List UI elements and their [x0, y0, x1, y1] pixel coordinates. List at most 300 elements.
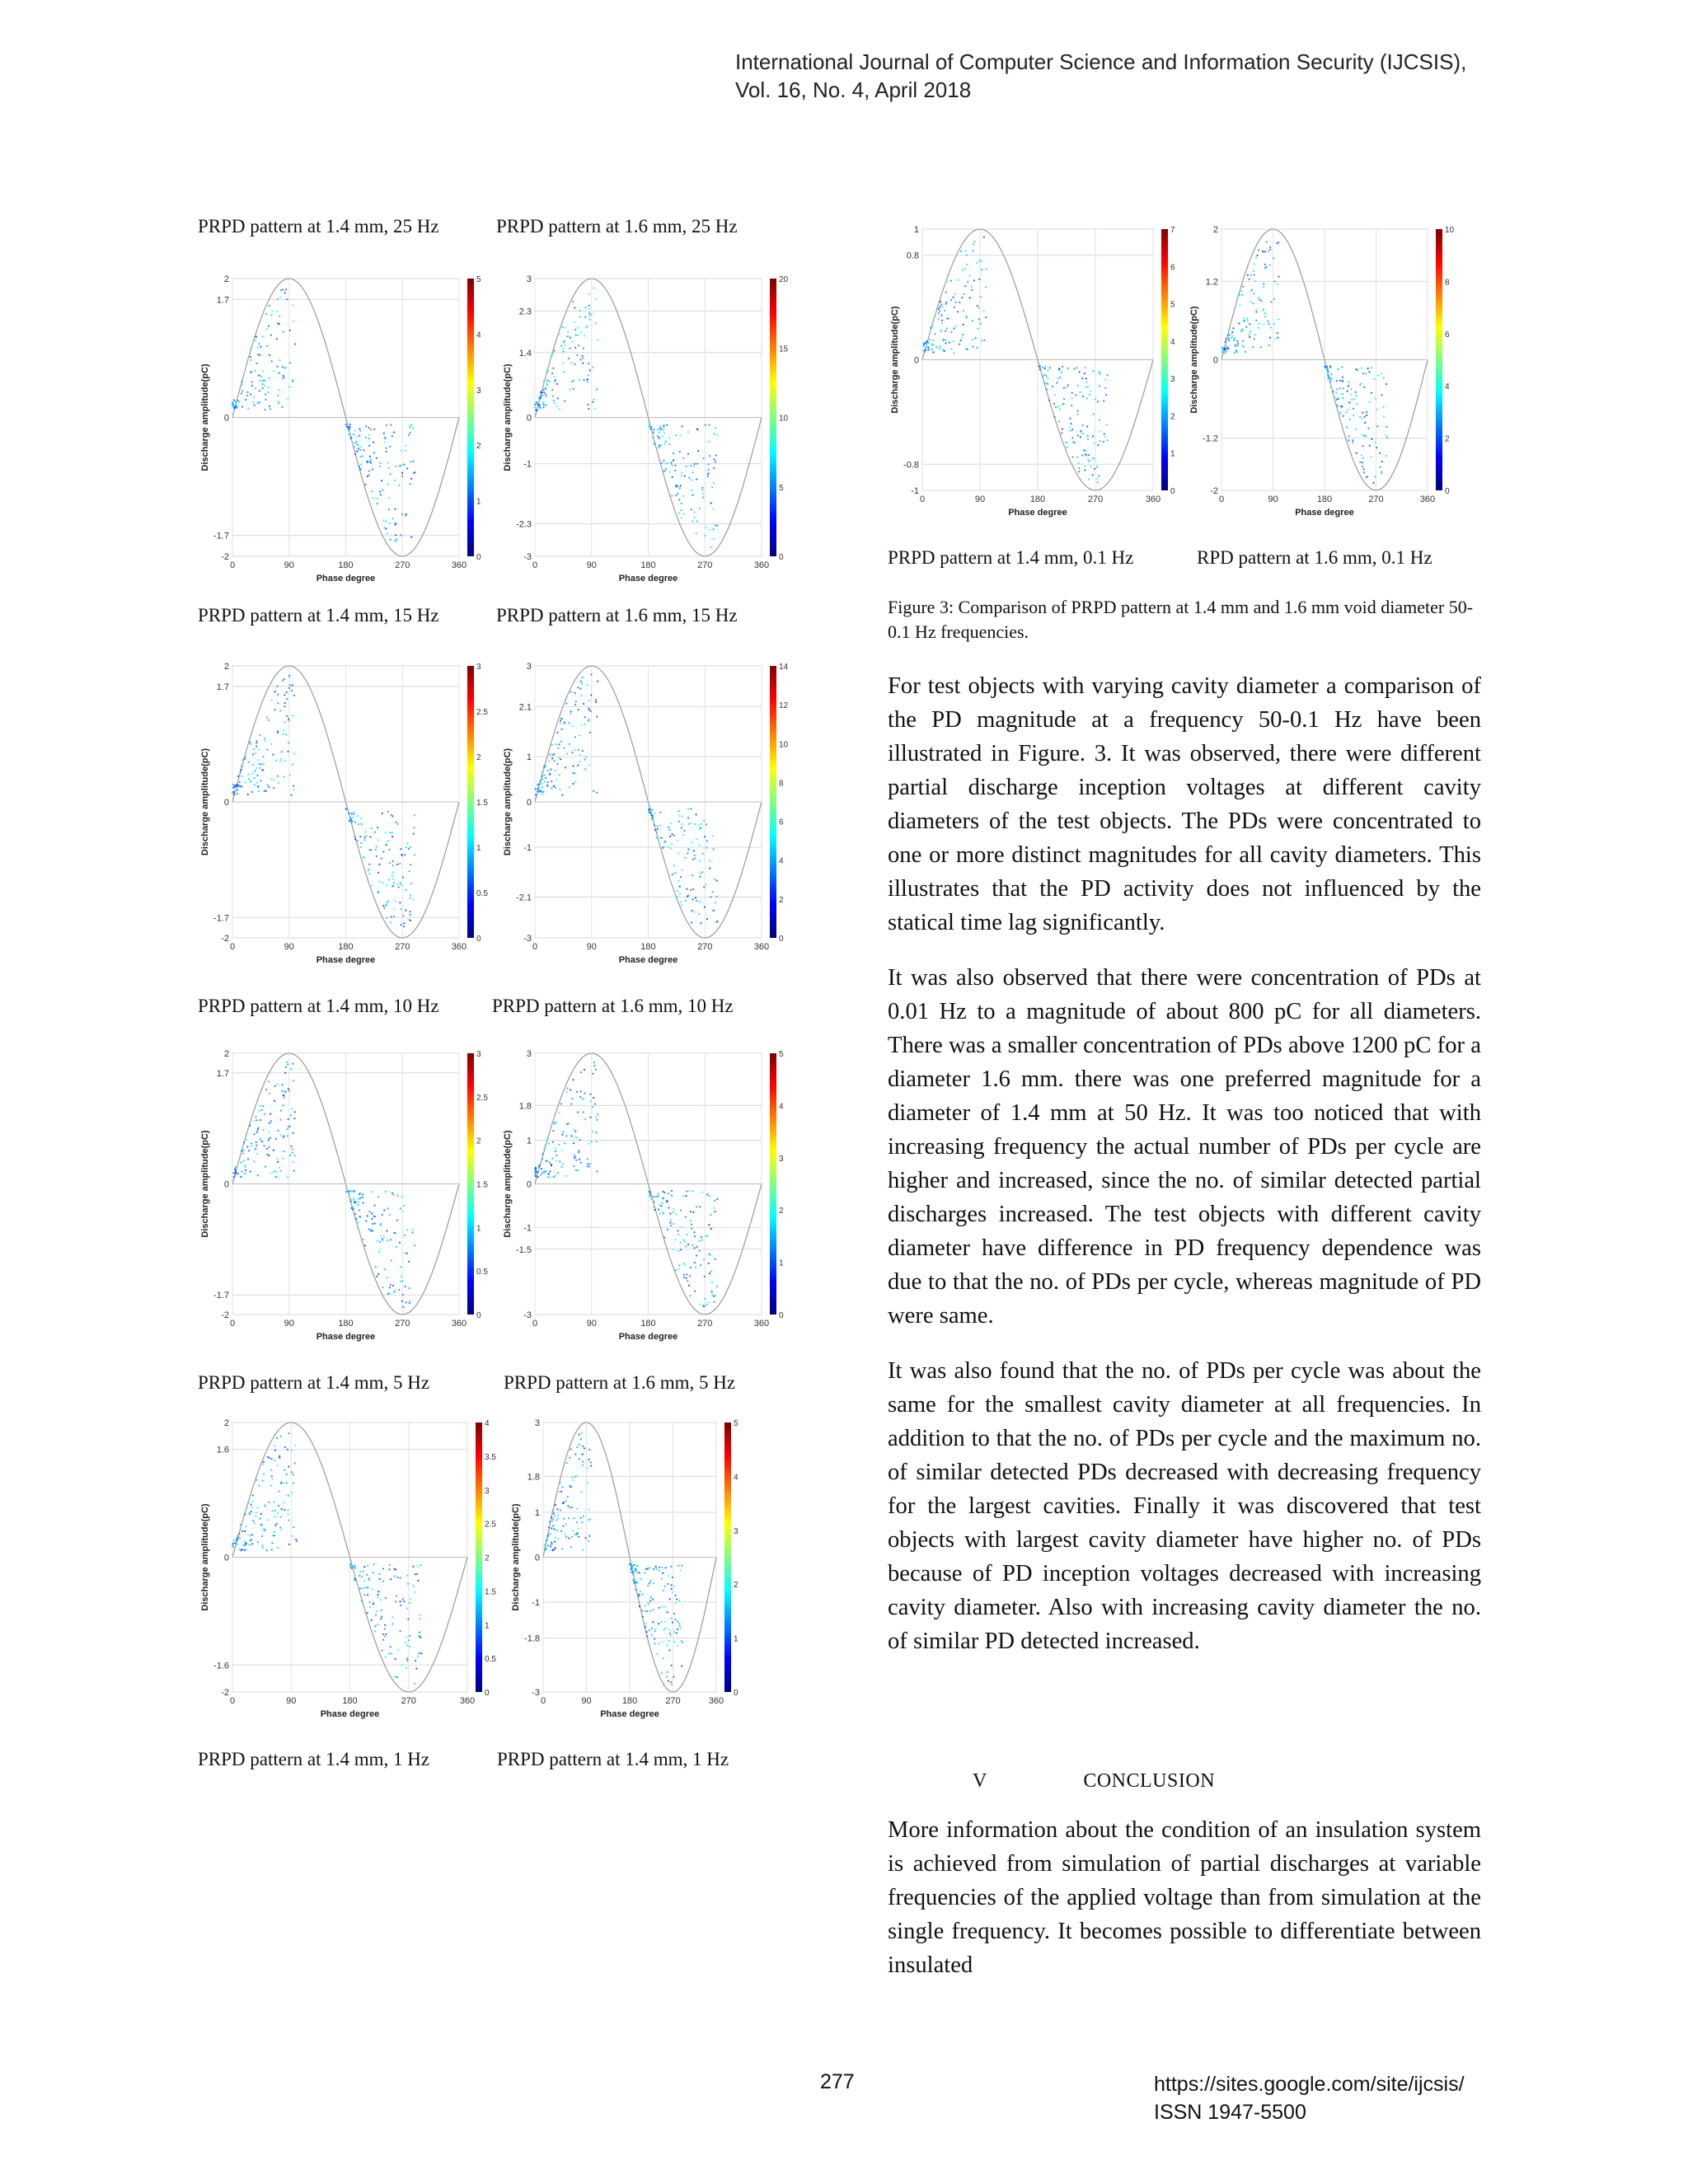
discharge-point: [391, 814, 392, 816]
discharge-point: [541, 771, 542, 773]
colorbar-tick-label: 1: [485, 1621, 490, 1631]
discharge-point: [1264, 312, 1266, 314]
discharge-point: [691, 509, 692, 510]
discharge-point: [409, 432, 410, 434]
discharge-point: [251, 385, 253, 387]
discharge-point: [545, 777, 546, 779]
discharge-point: [554, 1541, 556, 1543]
discharge-point: [401, 855, 403, 856]
colorbar-tick-label: 6: [779, 818, 784, 827]
discharge-point: [663, 429, 664, 431]
discharge-point: [415, 1573, 416, 1575]
discharge-point: [379, 1578, 381, 1580]
discharge-point: [264, 739, 265, 741]
discharge-point: [649, 1582, 650, 1584]
discharge-point: [578, 1434, 579, 1436]
colorbar-tick-label: 1: [734, 1634, 738, 1644]
colorbar-tick-label: 2: [734, 1581, 738, 1591]
x-tick-label: 270: [395, 1319, 410, 1329]
discharge-point: [691, 490, 692, 491]
discharge-point: [354, 1191, 355, 1193]
discharge-point: [1269, 246, 1271, 248]
discharge-point: [1253, 270, 1254, 272]
discharge-point: [1077, 385, 1079, 387]
discharge-point: [1254, 280, 1256, 282]
y-tick-label: 2.3: [518, 307, 532, 317]
discharge-point: [659, 1570, 660, 1572]
discharge-point: [546, 382, 547, 384]
colorbar-tick-label: 1: [476, 844, 481, 853]
discharge-point: [588, 305, 590, 307]
discharge-point: [359, 466, 360, 467]
discharge-point: [561, 1166, 563, 1168]
discharge-point: [348, 813, 349, 814]
y-tick-label: -1: [911, 486, 919, 496]
discharge-point: [369, 1211, 371, 1212]
discharge-point: [934, 333, 935, 335]
discharge-point: [560, 741, 562, 743]
discharge-point: [417, 1580, 419, 1582]
discharge-point: [417, 1656, 419, 1657]
discharge-point: [293, 1526, 294, 1528]
discharge-point: [1085, 367, 1086, 368]
discharge-point: [261, 769, 263, 771]
discharge-point: [1363, 416, 1365, 418]
discharge-point: [235, 401, 237, 403]
discharge-point: [367, 1594, 368, 1596]
discharge-point: [414, 1683, 415, 1685]
discharge-point: [238, 401, 240, 402]
discharge-point: [410, 894, 411, 896]
discharge-point: [383, 1235, 385, 1237]
discharge-point: [289, 362, 291, 363]
colorbar-tick-label: 2: [476, 442, 481, 452]
discharge-point: [669, 1213, 671, 1215]
discharge-point: [588, 1509, 590, 1511]
discharge-point: [1329, 378, 1330, 380]
discharge-point: [389, 862, 391, 864]
discharge-point: [557, 1518, 559, 1520]
discharge-point: [274, 1516, 275, 1517]
discharge-point: [410, 461, 411, 462]
discharge-point: [1350, 394, 1352, 396]
prpd-plot-5hz-1-6: [509, 1416, 756, 1725]
discharge-point: [570, 1103, 572, 1104]
discharge-point: [703, 457, 705, 459]
discharge-point: [553, 400, 555, 401]
discharge-point: [713, 482, 715, 484]
discharge-point: [653, 1201, 654, 1202]
discharge-point: [285, 733, 287, 735]
discharge-point: [1227, 348, 1229, 349]
discharge-point: [653, 432, 654, 434]
discharge-point: [1346, 425, 1348, 427]
discharge-point: [410, 846, 411, 848]
discharge-point: [354, 430, 356, 432]
discharge-point: [1278, 241, 1279, 243]
discharge-point: [1348, 385, 1349, 387]
discharge-point: [950, 280, 952, 282]
discharge-point: [1273, 257, 1274, 259]
discharge-point: [235, 785, 237, 786]
discharge-point: [235, 1173, 237, 1174]
discharge-point: [562, 350, 564, 352]
y-tick-label: -2: [221, 1310, 229, 1320]
discharge-point: [671, 495, 673, 497]
prpd-svg: [500, 1047, 801, 1347]
discharge-point: [549, 1170, 551, 1172]
discharge-point: [700, 922, 701, 924]
discharge-point: [359, 1575, 360, 1577]
discharge-point: [687, 1280, 688, 1282]
discharge-point: [292, 304, 293, 306]
discharge-point: [669, 1222, 671, 1224]
discharge-point: [386, 448, 387, 449]
discharge-point: [659, 1607, 660, 1609]
discharge-point: [290, 1114, 292, 1116]
discharge-point: [1245, 351, 1246, 353]
discharge-point: [572, 1098, 574, 1099]
discharge-point: [556, 1519, 558, 1521]
discharge-point: [571, 1507, 573, 1508]
x-tick-label: 270: [1368, 494, 1384, 504]
discharge-point: [260, 401, 261, 403]
discharge-point: [1224, 349, 1226, 350]
discharge-point: [924, 343, 926, 344]
discharge-point: [551, 1541, 552, 1543]
discharge-point: [555, 1504, 556, 1506]
discharge-point: [405, 1301, 406, 1303]
discharge-point: [694, 517, 696, 518]
discharge-point: [662, 1572, 663, 1574]
discharge-point: [265, 313, 267, 315]
discharge-point: [543, 1170, 545, 1172]
discharge-point: [241, 766, 243, 767]
discharge-point: [379, 1249, 381, 1250]
discharge-point: [381, 1610, 382, 1611]
discharge-point: [709, 424, 710, 425]
discharge-point: [1090, 466, 1092, 467]
discharge-point: [678, 810, 679, 812]
discharge-point: [655, 1566, 657, 1568]
discharge-point: [714, 1211, 715, 1212]
colorbar-tick-label: 3: [779, 1154, 784, 1164]
discharge-point: [704, 907, 706, 908]
discharge-point: [952, 297, 954, 298]
discharge-point: [547, 1535, 549, 1536]
x-tick-label: 360: [753, 942, 770, 952]
discharge-point: [376, 457, 377, 459]
discharge-point: [1236, 340, 1238, 342]
discharge-point: [1362, 445, 1363, 447]
discharge-point: [268, 326, 270, 327]
discharge-point: [256, 781, 258, 783]
discharge-point: [1044, 368, 1046, 369]
y-tick-label: 2: [1212, 225, 1218, 235]
discharge-point: [574, 1517, 575, 1519]
discharge-point: [670, 1634, 672, 1636]
discharge-point: [716, 879, 718, 881]
discharge-point: [285, 1091, 287, 1093]
discharge-point: [672, 1622, 673, 1624]
discharge-point: [391, 916, 392, 917]
section-title: CONCLUSION: [1083, 1770, 1216, 1792]
y-tick-label: 0: [526, 798, 532, 808]
discharge-point: [232, 1543, 234, 1544]
discharge-point: [382, 905, 384, 907]
discharge-point: [387, 1207, 389, 1209]
discharge-point: [251, 1504, 252, 1506]
discharge-point: [375, 1625, 377, 1627]
discharge-point: [690, 1267, 692, 1268]
discharge-point: [372, 1588, 373, 1590]
discharge-point: [1075, 394, 1076, 396]
discharge-point: [372, 468, 373, 470]
y-tick-label: -1: [523, 843, 532, 853]
discharge-point: [1078, 371, 1080, 373]
discharge-point: [352, 1566, 354, 1568]
discharge-point: [551, 1527, 552, 1529]
discharge-point: [657, 828, 659, 830]
discharge-point: [413, 833, 415, 835]
discharge-point: [368, 1601, 370, 1603]
discharge-point: [568, 722, 570, 724]
discharge-point: [394, 900, 396, 902]
prpd-svg: [500, 272, 801, 589]
discharge-point: [351, 1568, 353, 1569]
discharge-point: [351, 813, 353, 815]
discharge-point: [710, 546, 712, 548]
discharge-point: [559, 1112, 560, 1113]
discharge-point: [680, 876, 682, 878]
discharge-point: [1269, 249, 1271, 251]
discharge-point: [939, 310, 940, 312]
discharge-point: [363, 1571, 364, 1572]
discharge-point: [712, 835, 714, 837]
discharge-point: [405, 514, 406, 516]
discharge-point: [233, 1176, 235, 1178]
discharge-point: [286, 715, 288, 717]
prpd-svg: [198, 1416, 507, 1725]
discharge-point: [406, 1229, 408, 1230]
discharge-point: [1243, 317, 1245, 319]
discharge-point: [349, 424, 351, 425]
discharge-point: [1221, 351, 1223, 353]
discharge-point: [562, 362, 564, 363]
discharge-point: [287, 1135, 288, 1137]
discharge-point: [1231, 337, 1232, 339]
discharge-point: [261, 1525, 263, 1526]
discharge-point: [640, 1591, 641, 1592]
discharge-point: [560, 758, 561, 760]
discharge-point: [286, 698, 288, 700]
discharge-point: [394, 1675, 396, 1677]
discharge-point: [360, 456, 362, 457]
discharge-point: [411, 1231, 413, 1233]
discharge-point: [977, 328, 978, 330]
discharge-point: [274, 691, 276, 692]
discharge-point: [1077, 434, 1079, 436]
discharge-point: [276, 1523, 278, 1525]
discharge-point: [709, 529, 710, 531]
discharge-point: [661, 428, 663, 429]
discharge-point: [588, 319, 590, 321]
discharge-point: [544, 781, 546, 783]
discharge-point: [412, 1229, 414, 1230]
discharge-point: [587, 1158, 588, 1160]
discharge-point: [660, 1621, 662, 1623]
discharge-point: [410, 424, 412, 425]
discharge-point: [381, 1650, 382, 1652]
discharge-point: [630, 1568, 631, 1569]
discharge-point: [582, 355, 584, 357]
discharge-point: [556, 779, 557, 780]
discharge-point: [368, 438, 370, 439]
discharge-point: [682, 495, 684, 497]
discharge-point: [260, 354, 261, 356]
discharge-point: [256, 1119, 258, 1121]
discharge-point: [368, 445, 370, 447]
discharge-point: [686, 466, 687, 467]
y-tick-label: -1.7: [213, 531, 229, 541]
x-tick-label: 360: [451, 560, 467, 570]
discharge-point: [357, 1221, 359, 1223]
discharge-point: [965, 348, 967, 349]
discharge-point: [676, 1598, 678, 1600]
discharge-point: [675, 1269, 677, 1271]
discharge-point: [659, 825, 661, 827]
discharge-point: [244, 1530, 246, 1532]
discharge-point: [596, 1119, 598, 1121]
discharge-point: [562, 1132, 564, 1133]
discharge-point: [574, 1137, 575, 1138]
discharge-point: [1083, 449, 1085, 451]
discharge-point: [392, 860, 394, 862]
discharge-point: [663, 460, 664, 462]
discharge-point: [264, 385, 265, 387]
discharge-point: [264, 790, 265, 792]
discharge-point: [579, 1096, 581, 1098]
discharge-point: [561, 794, 563, 796]
discharge-point: [551, 1158, 553, 1160]
discharge-point: [401, 1664, 403, 1666]
discharge-point: [551, 354, 553, 356]
discharge-point: [401, 464, 403, 466]
discharge-point: [1071, 429, 1073, 430]
discharge-point: [259, 390, 260, 391]
discharge-point: [270, 314, 272, 316]
discharge-point: [696, 1206, 697, 1207]
discharge-point: [382, 1581, 384, 1582]
discharge-point: [262, 387, 264, 389]
discharge-point: [268, 1138, 270, 1140]
discharge-point: [587, 326, 588, 327]
discharge-point: [398, 485, 400, 486]
discharge-point: [352, 820, 354, 822]
discharge-point: [356, 436, 358, 438]
discharge-point: [1362, 462, 1363, 463]
discharge-point: [1245, 326, 1247, 328]
discharge-point: [237, 1535, 238, 1537]
discharge-point: [985, 287, 987, 288]
discharge-point: [368, 434, 370, 436]
discharge-point: [668, 1575, 669, 1577]
discharge-point: [293, 695, 295, 696]
discharge-point: [1381, 461, 1383, 462]
discharge-point: [693, 1247, 695, 1249]
discharge-point: [645, 1568, 647, 1570]
discharge-point: [269, 354, 270, 356]
discharge-point: [964, 293, 965, 295]
discharge-point: [1371, 438, 1372, 440]
discharge-point: [949, 342, 950, 344]
discharge-point: [709, 860, 710, 861]
discharge-point: [410, 897, 411, 898]
discharge-point: [579, 379, 580, 381]
discharge-point: [555, 379, 556, 381]
discharge-point: [1341, 366, 1343, 368]
discharge-point: [545, 1549, 546, 1551]
discharge-point: [285, 1066, 287, 1068]
discharge-point: [966, 264, 968, 265]
discharge-point: [574, 321, 575, 323]
discharge-point: [288, 1513, 289, 1515]
discharge-point: [665, 441, 667, 443]
discharge-point: [266, 1549, 268, 1551]
x-axis-label: Phase degree: [618, 1332, 678, 1342]
discharge-point: [709, 1272, 710, 1274]
x-tick-label: 90: [586, 1319, 597, 1329]
y-tick-label: 0.8: [906, 251, 919, 261]
discharge-point: [935, 346, 937, 348]
discharge-point: [256, 740, 258, 742]
discharge-point: [943, 350, 945, 352]
discharge-point: [678, 1264, 680, 1266]
discharge-point: [1376, 447, 1377, 448]
discharge-point: [386, 884, 387, 886]
discharge-point: [1342, 380, 1343, 382]
discharge-point: [379, 462, 381, 464]
discharge-point: [409, 1635, 410, 1637]
discharge-point: [716, 1286, 718, 1287]
colorbar-tick-label: 0: [1170, 487, 1175, 496]
discharge-point: [580, 681, 582, 682]
discharge-point: [675, 494, 677, 496]
discharge-point: [406, 1659, 408, 1661]
discharge-point: [256, 363, 257, 364]
discharge-point: [590, 1461, 592, 1463]
discharge-point: [706, 1235, 708, 1236]
discharge-point: [656, 1653, 658, 1655]
discharge-point: [281, 1084, 283, 1085]
y-tick-label: -2: [221, 1688, 229, 1698]
x-tick-label: 270: [665, 1696, 681, 1706]
discharge-point: [673, 1676, 674, 1678]
discharge-point: [349, 818, 351, 819]
discharge-point: [580, 1491, 582, 1493]
discharge-point: [232, 784, 234, 785]
discharge-point: [348, 434, 349, 435]
discharge-point: [678, 814, 680, 816]
discharge-point: [696, 532, 697, 534]
discharge-point: [1243, 346, 1245, 348]
discharge-point: [262, 756, 264, 757]
discharge-point: [377, 1273, 379, 1275]
discharge-point: [1076, 457, 1078, 458]
discharge-point: [271, 311, 273, 312]
discharge-point: [1240, 290, 1242, 292]
colorbar-tick-label: 1.5: [476, 1180, 488, 1190]
